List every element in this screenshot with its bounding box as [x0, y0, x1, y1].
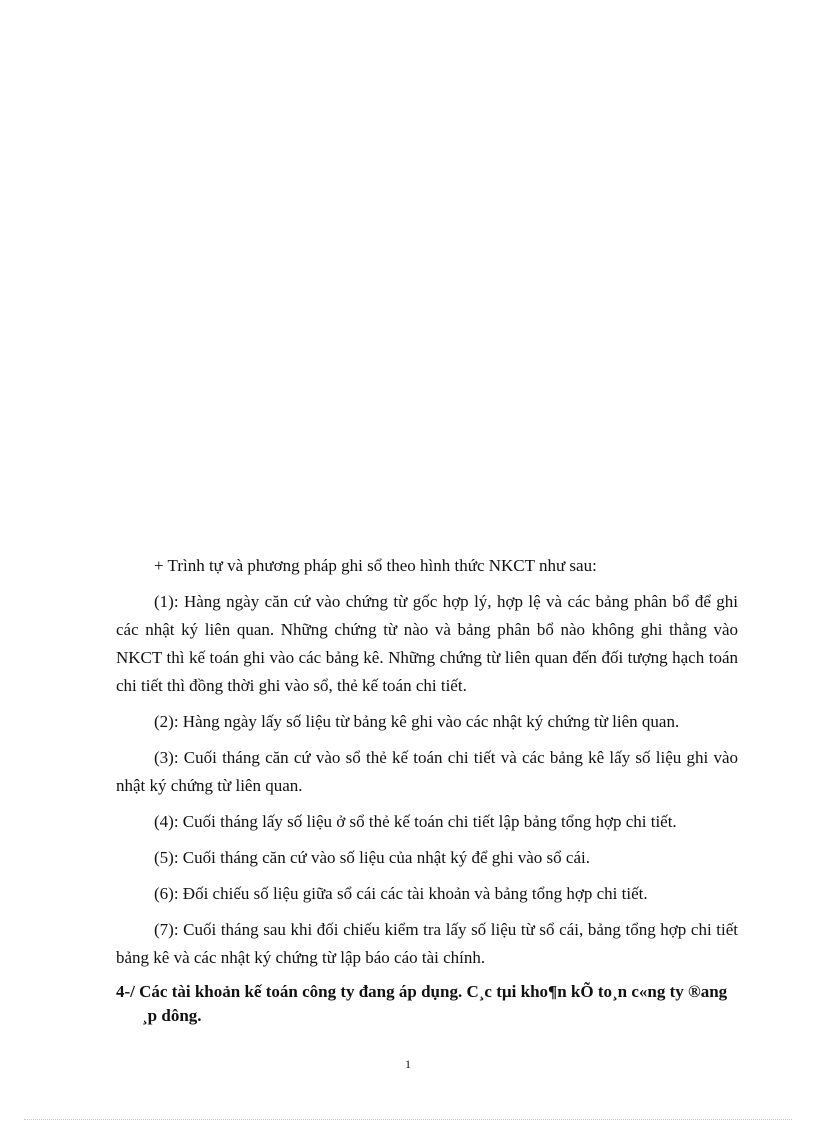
page-bottom-divider [24, 1119, 792, 1120]
step-7-paragraph: (7): Cuối tháng sau khi đối chiếu kiểm tra lấy số liệu từ sổ cái, bảng tổng hợp chi tiết bảng kê và các nhật ký chứng từ lập báo cáo tài chính. [116, 920, 738, 967]
step-1-paragraph: (1): Hàng ngày căn cứ vào chứng từ gốc hợp lý, hợp lệ và các bảng phân bổ để ghi các nhật ký liên quan. Những chứng từ nào và bảng phân bổ nào không ghi thẳng vào NKCT thì kế toán ghi vào các bảng kê. Những chứng từ liên quan đến đối tượng hạch toán chi tiết thì đồng thời ghi vào sổ, thẻ kế toán chi tiết. [116, 592, 738, 695]
page-number: 1 [405, 1057, 411, 1071]
step-6-paragraph: (6): Đối chiếu số liệu giữa sổ cái các tài khoản và bảng tổng hợp chi tiết. [154, 884, 648, 903]
step-3-paragraph: (3): Cuối tháng căn cứ vào sổ thẻ kế toán chi tiết và các bảng kê lấy số liệu ghi vào nhật ký chứng từ liên quan. [116, 748, 738, 795]
step-4-paragraph: (4): Cuối tháng lấy số liệu ở sổ thẻ kế toán chi tiết lập bảng tổng hợp chi tiết. [154, 812, 677, 831]
section-heading: 4-/ Các tài khoản kế toán công ty đang áp dụng. C¸c tµi kho¶n kÕ to¸n c«ng ty ®ang ¸p dông. [116, 982, 728, 1025]
document-body [116, 552, 738, 1028]
step-2-paragraph: (2): Hàng ngày lấy số liệu từ bảng kê ghi vào các nhật ký chứng từ liên quan. [154, 712, 680, 731]
step-5-paragraph: (5): Cuối tháng căn cứ vào số liệu của nhật ký để ghi vào sổ cái. [154, 848, 590, 867]
intro-paragraph: + Trình tự và phương pháp ghi sổ theo hình thức NKCT như sau: [154, 556, 597, 575]
